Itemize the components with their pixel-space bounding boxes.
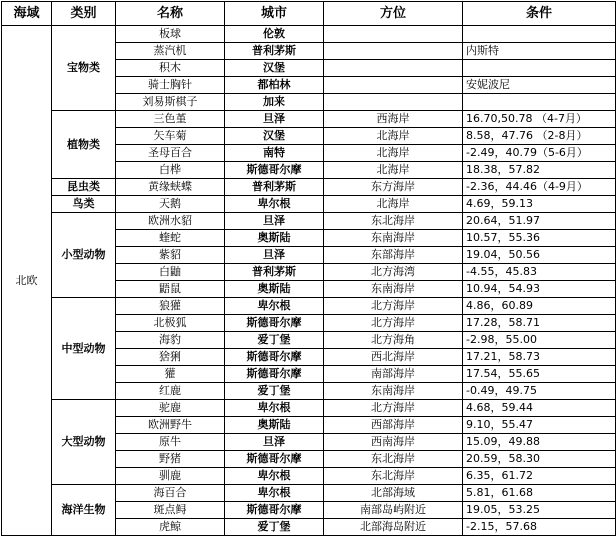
header-row	[2, 2, 616, 26]
position-cell: 北方海湾	[324, 264, 463, 281]
city-cell: 旦泽	[225, 247, 324, 264]
table-row	[2, 400, 616, 417]
city-cell: 奥斯陆	[225, 281, 324, 298]
position-cell: 北海岸	[324, 162, 463, 179]
name-cell: 獾	[116, 366, 225, 383]
position-cell: 西南海岸	[324, 434, 463, 451]
position-cell: 北海岸	[324, 196, 463, 213]
condition-cell: -2.36，44.46（4-9月）	[463, 179, 616, 196]
table-row	[2, 111, 616, 128]
name-cell: 虎鲸	[116, 519, 225, 536]
city-cell: 卑尔根	[225, 485, 324, 502]
category-cell: 海洋生物	[52, 485, 116, 536]
city-cell: 旦泽	[225, 434, 324, 451]
table-row	[2, 26, 616, 43]
name-cell: 欧洲野牛	[116, 417, 225, 434]
position-cell: 北方海岸	[324, 298, 463, 315]
condition-cell: 内斯特	[463, 43, 616, 60]
name-cell: 狼獾	[116, 298, 225, 315]
name-cell: 北极狐	[116, 315, 225, 332]
condition-cell	[463, 60, 616, 77]
city-cell: 卑尔根	[225, 468, 324, 485]
city-cell: 旦泽	[225, 111, 324, 128]
name-cell: 海豹	[116, 332, 225, 349]
name-cell: 圣母百合	[116, 145, 225, 162]
city-cell: 普利茅斯	[225, 264, 324, 281]
condition-cell: -0.49，49.75	[463, 383, 616, 400]
position-cell: 北部海域	[324, 485, 463, 502]
name-cell: 斑点鲟	[116, 502, 225, 519]
category-cell: 宝物类	[52, 26, 116, 111]
city-cell: 卑尔根	[225, 196, 324, 213]
city-cell: 斯德哥尔摩	[225, 349, 324, 366]
city-cell: 斯德哥尔摩	[225, 451, 324, 468]
name-cell: 黄缘蛱蝶	[116, 179, 225, 196]
city-cell: 奥斯陆	[225, 417, 324, 434]
header-category: 类别	[52, 2, 116, 26]
name-cell: 鼯鼠	[116, 281, 225, 298]
city-cell: 汉堡	[225, 60, 324, 77]
name-cell: 刘易斯棋子	[116, 94, 225, 111]
table-row	[2, 298, 616, 315]
position-cell: 北方海角	[324, 332, 463, 349]
city-cell: 卑尔根	[225, 298, 324, 315]
position-cell: 北部海岛附近	[324, 519, 463, 536]
name-cell: 积木	[116, 60, 225, 77]
name-cell: 矢车菊	[116, 128, 225, 145]
condition-cell: 20.64，51.97	[463, 213, 616, 230]
header-name: 名称	[116, 2, 225, 26]
city-cell: 旦泽	[225, 213, 324, 230]
condition-cell: 18.38，57.82	[463, 162, 616, 179]
city-cell: 爱丁堡	[225, 383, 324, 400]
category-cell: 鸟类	[52, 196, 116, 213]
city-cell: 伦敦	[225, 26, 324, 43]
city-cell: 斯德哥尔摩	[225, 162, 324, 179]
position-cell: 北海岸	[324, 128, 463, 145]
table-row	[2, 196, 616, 213]
name-cell: 紫貂	[116, 247, 225, 264]
position-cell: 西部海岸	[324, 417, 463, 434]
position-cell: 东南海岸	[324, 281, 463, 298]
name-cell: 驯鹿	[116, 468, 225, 485]
category-cell: 大型动物	[52, 400, 116, 485]
city-cell: 爱丁堡	[225, 332, 324, 349]
name-cell: 猞猁	[116, 349, 225, 366]
condition-cell: -2.15，57.68	[463, 519, 616, 536]
position-cell: 北方海岸	[324, 315, 463, 332]
condition-cell: 15.09，49.88	[463, 434, 616, 451]
condition-cell	[463, 94, 616, 111]
name-cell: 驼鹿	[116, 400, 225, 417]
condition-cell: 17.54，55.65	[463, 366, 616, 383]
header-condition: 条件	[463, 2, 616, 26]
condition-cell: -2.49，40.79（5-6月）	[463, 145, 616, 162]
table-body	[2, 26, 616, 536]
position-cell	[324, 77, 463, 94]
condition-cell: 19.05，53.25	[463, 502, 616, 519]
name-cell: 天鹅	[116, 196, 225, 213]
header-region: 海域	[2, 2, 52, 26]
position-cell: 东南海岸	[324, 383, 463, 400]
position-cell: 东北海岸	[324, 213, 463, 230]
city-cell: 爱丁堡	[225, 519, 324, 536]
position-cell: 南部岛屿附近	[324, 502, 463, 519]
condition-cell: 17.28，58.71	[463, 315, 616, 332]
position-cell: 北方海岸	[324, 400, 463, 417]
condition-cell: 6.35，61.72	[463, 468, 616, 485]
city-cell: 普利茅斯	[225, 179, 324, 196]
condition-cell: 20.59，58.30	[463, 451, 616, 468]
condition-cell: 8.58，47.76 （2-8月）	[463, 128, 616, 145]
condition-cell: 4.86，60.89	[463, 298, 616, 315]
position-cell	[324, 60, 463, 77]
name-cell: 白桦	[116, 162, 225, 179]
name-cell: 红鹿	[116, 383, 225, 400]
name-cell: 三色堇	[116, 111, 225, 128]
position-cell: 北海岸	[324, 145, 463, 162]
position-cell: 东方海岸	[324, 179, 463, 196]
position-cell: 西海岸	[324, 111, 463, 128]
city-cell: 卑尔根	[225, 400, 324, 417]
category-cell: 植物类	[52, 111, 116, 179]
table-row	[2, 485, 616, 502]
name-cell: 板球	[116, 26, 225, 43]
position-cell: 东北海岸	[324, 451, 463, 468]
city-cell: 普利茅斯	[225, 43, 324, 60]
condition-cell: 4.68，59.44	[463, 400, 616, 417]
condition-cell: 16.70,50.78 （4-7月）	[463, 111, 616, 128]
name-cell: 欧洲水貂	[116, 213, 225, 230]
condition-cell: 安妮波尼	[463, 77, 616, 94]
header-city: 城市	[225, 2, 324, 26]
name-cell: 蒸汽机	[116, 43, 225, 60]
item-table	[1, 1, 616, 536]
city-cell: 奥斯陆	[225, 230, 324, 247]
condition-cell: 4.69，59.13	[463, 196, 616, 213]
condition-cell: -4.55，45.83	[463, 264, 616, 281]
city-cell: 斯德哥尔摩	[225, 502, 324, 519]
table-row	[2, 179, 616, 196]
city-cell: 斯德哥尔摩	[225, 315, 324, 332]
position-cell: 西北海岸	[324, 349, 463, 366]
condition-cell: -2.98，55.00	[463, 332, 616, 349]
position-cell	[324, 94, 463, 111]
condition-cell	[463, 26, 616, 43]
category-cell: 小型动物	[52, 213, 116, 298]
name-cell: 野猪	[116, 451, 225, 468]
condition-cell: 19.04，50.56	[463, 247, 616, 264]
category-cell: 昆虫类	[52, 179, 116, 196]
city-cell: 加来	[225, 94, 324, 111]
position-cell	[324, 43, 463, 60]
header-position: 方位	[324, 2, 463, 26]
name-cell: 骑士胸针	[116, 77, 225, 94]
city-cell: 汉堡	[225, 128, 324, 145]
condition-cell: 9.10，55.47	[463, 417, 616, 434]
condition-cell: 5.81，61.68	[463, 485, 616, 502]
name-cell: 原牛	[116, 434, 225, 451]
position-cell	[324, 26, 463, 43]
position-cell: 东部海岸	[324, 247, 463, 264]
name-cell: 白鼬	[116, 264, 225, 281]
city-cell: 都柏林	[225, 77, 324, 94]
condition-cell: 10.94，54.93	[463, 281, 616, 298]
name-cell: 海百合	[116, 485, 225, 502]
table-row	[2, 213, 616, 230]
condition-cell: 10.57，55.36	[463, 230, 616, 247]
condition-cell: 17.21，58.73	[463, 349, 616, 366]
name-cell: 蝰蛇	[116, 230, 225, 247]
position-cell: 东北海岸	[324, 468, 463, 485]
position-cell: 东南海岸	[324, 230, 463, 247]
city-cell: 南特	[225, 145, 324, 162]
position-cell: 南部海岸	[324, 366, 463, 383]
city-cell: 斯德哥尔摩	[225, 366, 324, 383]
category-cell: 中型动物	[52, 298, 116, 400]
region-cell: 北欧	[2, 26, 52, 536]
